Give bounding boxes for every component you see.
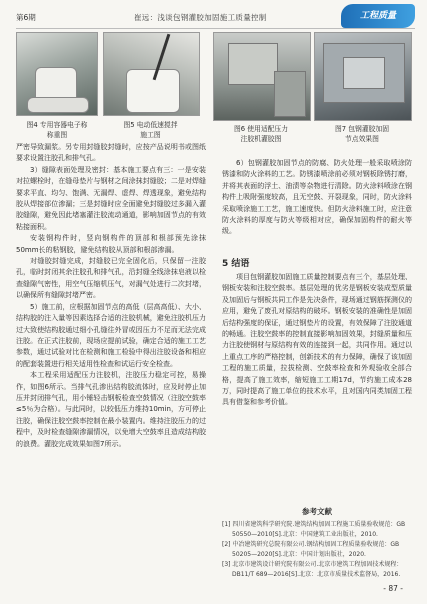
figure-4-photo <box>16 32 98 116</box>
paragraph: 本工程采用适配压力注胶机，注胶压力稳定可控，易操作，如图6所示。当排气孔渗出结构胶流体时，应及时停止加压并封闭排气孔，用小锤轻击钢板检查空鼓情况（注胶空鼓率≤5％为合格）。与此同时，以较低压力维持10min，方可停止注胶，确保注胶空鼓率控制在最小装置内。维持注胶压力的过程中，及时检查缝隙渗漏情况，以免增大空鼓率且造成结构胶的浪费。灌胶完成效果如图7所示。 <box>16 371 206 448</box>
right-column-text <box>222 158 412 238</box>
paragraph: 5）施工前，应根据加固节点的高低（层高高低）、大小、结构胶的注入量等因素选择合适的注胶机械，避免注胶机压力过大致使结构胶通过细小孔缝往外冒或因压力不足而无法完成注胶。在正式注胶前，现场应提前试验，确定合适的施工工艺参数，通过试验对比在检测和施工检验中得出注胶设备和相应的配套装置进行相关适用性检查和试运行安全检查。 <box>16 302 206 368</box>
figure-7-photo <box>314 32 412 121</box>
reference-item: [3] 北京市建筑设计研究院有限公司.北京市建筑工程加固技术规程：DB11/T 689—2016[S].北京：北京市质量技术监督局，2016. <box>222 561 403 578</box>
figure-5-caption: 图5 电动低速搅拌 施工图 <box>123 121 178 139</box>
left-column-text <box>16 142 206 450</box>
section-heading: 5 结语 <box>222 259 250 269</box>
figure-5-photo <box>103 32 200 116</box>
running-header <box>16 6 415 29</box>
references-title: 参考文献 <box>302 507 332 516</box>
running-head-title: 崔远：浅谈包钢灌胶加固施工质量控制 <box>134 13 267 22</box>
page-number: - 87 - <box>383 584 403 593</box>
reference-item: [2] 中冶建筑研究总院有限公司.钢结构加固工程质量验收规范：GB 50205—2020[S].北京：中国计划出版社，2020. <box>222 541 400 558</box>
paragraph: 安装钢构件时，竖向钢构件的顶部和根部预先涂抹50mm长的粘钢胶，避免结构胶从顶部和根部渗漏。 <box>16 234 206 254</box>
figure-4-caption: 图4 专用容器电子称 称重图 <box>26 121 88 139</box>
conclusion-text <box>222 272 412 409</box>
figure-6-caption: 图6 使用适配压力 注胶机灌胶图 <box>233 125 289 143</box>
issue-number: 第6期 <box>16 13 36 22</box>
references-list <box>222 520 412 581</box>
paragraph: 6）包钢灌胶加固节点的防腐、防火处理一般采取喷涂防锈漆和防火涂料的工艺。防锈漆喷涂前必须对钢板除锈打磨，并将其表面的浮土、油渍等杂物进行清除。防火涂料喷涂在钢构件上吸附强度较高，且无空鼓、开裂现象，同时，防火涂料采取喷涂施工工艺，施工速度快。但防火涂料施工时，应注意防火涂料的厚度与防火等级相对应，确保加固构件的耐火等级。 <box>222 159 412 236</box>
paragraph: 严密导致漏浆。另专用封缝胶封缝时，应按产品说明书或图纸要求设置注胶孔和排气孔。 <box>16 143 206 163</box>
paragraph: 对缝胶封缝完成，封缝胶已完全固化后，只保留一注胶孔，临时封闭其余注胶孔和排气孔，沿封缝全线涂抹皂液以检查缝隙气密性，用空气压缩机压气，对漏气处进行二次封堵，以确保所有缝隙封堵严密。 <box>16 257 206 300</box>
figure-7-caption: 图7 包钢灌胶加固 节点效果图 <box>334 125 390 143</box>
reference-item: [1] 四川省建筑科学研究院.建筑结构加固工程施工质量验收规范：GB 50550—2010[S].北京：中国建筑工业出版社，2010. <box>222 521 406 538</box>
journal-logo: 工程质量 <box>341 4 415 28</box>
paragraph: 项目包钢灌胶加固施工质量控制要点有三个，基层处理、钢板安装和注胶空鼓率。基层处理的优劣是钢板安装成型质量及加固后与钢板共同工作是先决条件，现场通过钢筋探测仪的应用，避免了废孔对原结构的破坏。钢板安装的准确性是加固后结构强度的保证，通过钢垫片的设置，有效保障了注胶通道的畅通。注胶空鼓率的控制直接影响加固效果，封缝质量和压力注胶使钢材与原结构有效的连接到一起，共同作用。通过以上重点工序的严格控制，创新技术的有力保障，确保了该加固工程的施工质量，拉拔检测、空鼓率检查和外观验收全部合格，提高了施工效率，缩短施工工期17d，节约施工成本28万，同时提高了施工单位的技术水平，且对国内同类加固工程具有借鉴和参考价值。 <box>222 273 412 407</box>
paragraph: 3）缝隙表面处理及密封：基本施工要点有三：一是安装对拉螺栓时，在缝母垫片与钢材之间涂抹封缝胶；二是对焊缝要求平直、均匀、饱满、无漏焊、虚焊、焊透现象，避免结构胶从焊接部位渗漏；三是封缝时应全面避免封缝胶过多漏入灌胶缝隙，避免因此堵塞灌注胶流动通道，影响加固节点的有效粘接面积。 <box>16 165 206 231</box>
figure-6-photo <box>213 32 311 121</box>
